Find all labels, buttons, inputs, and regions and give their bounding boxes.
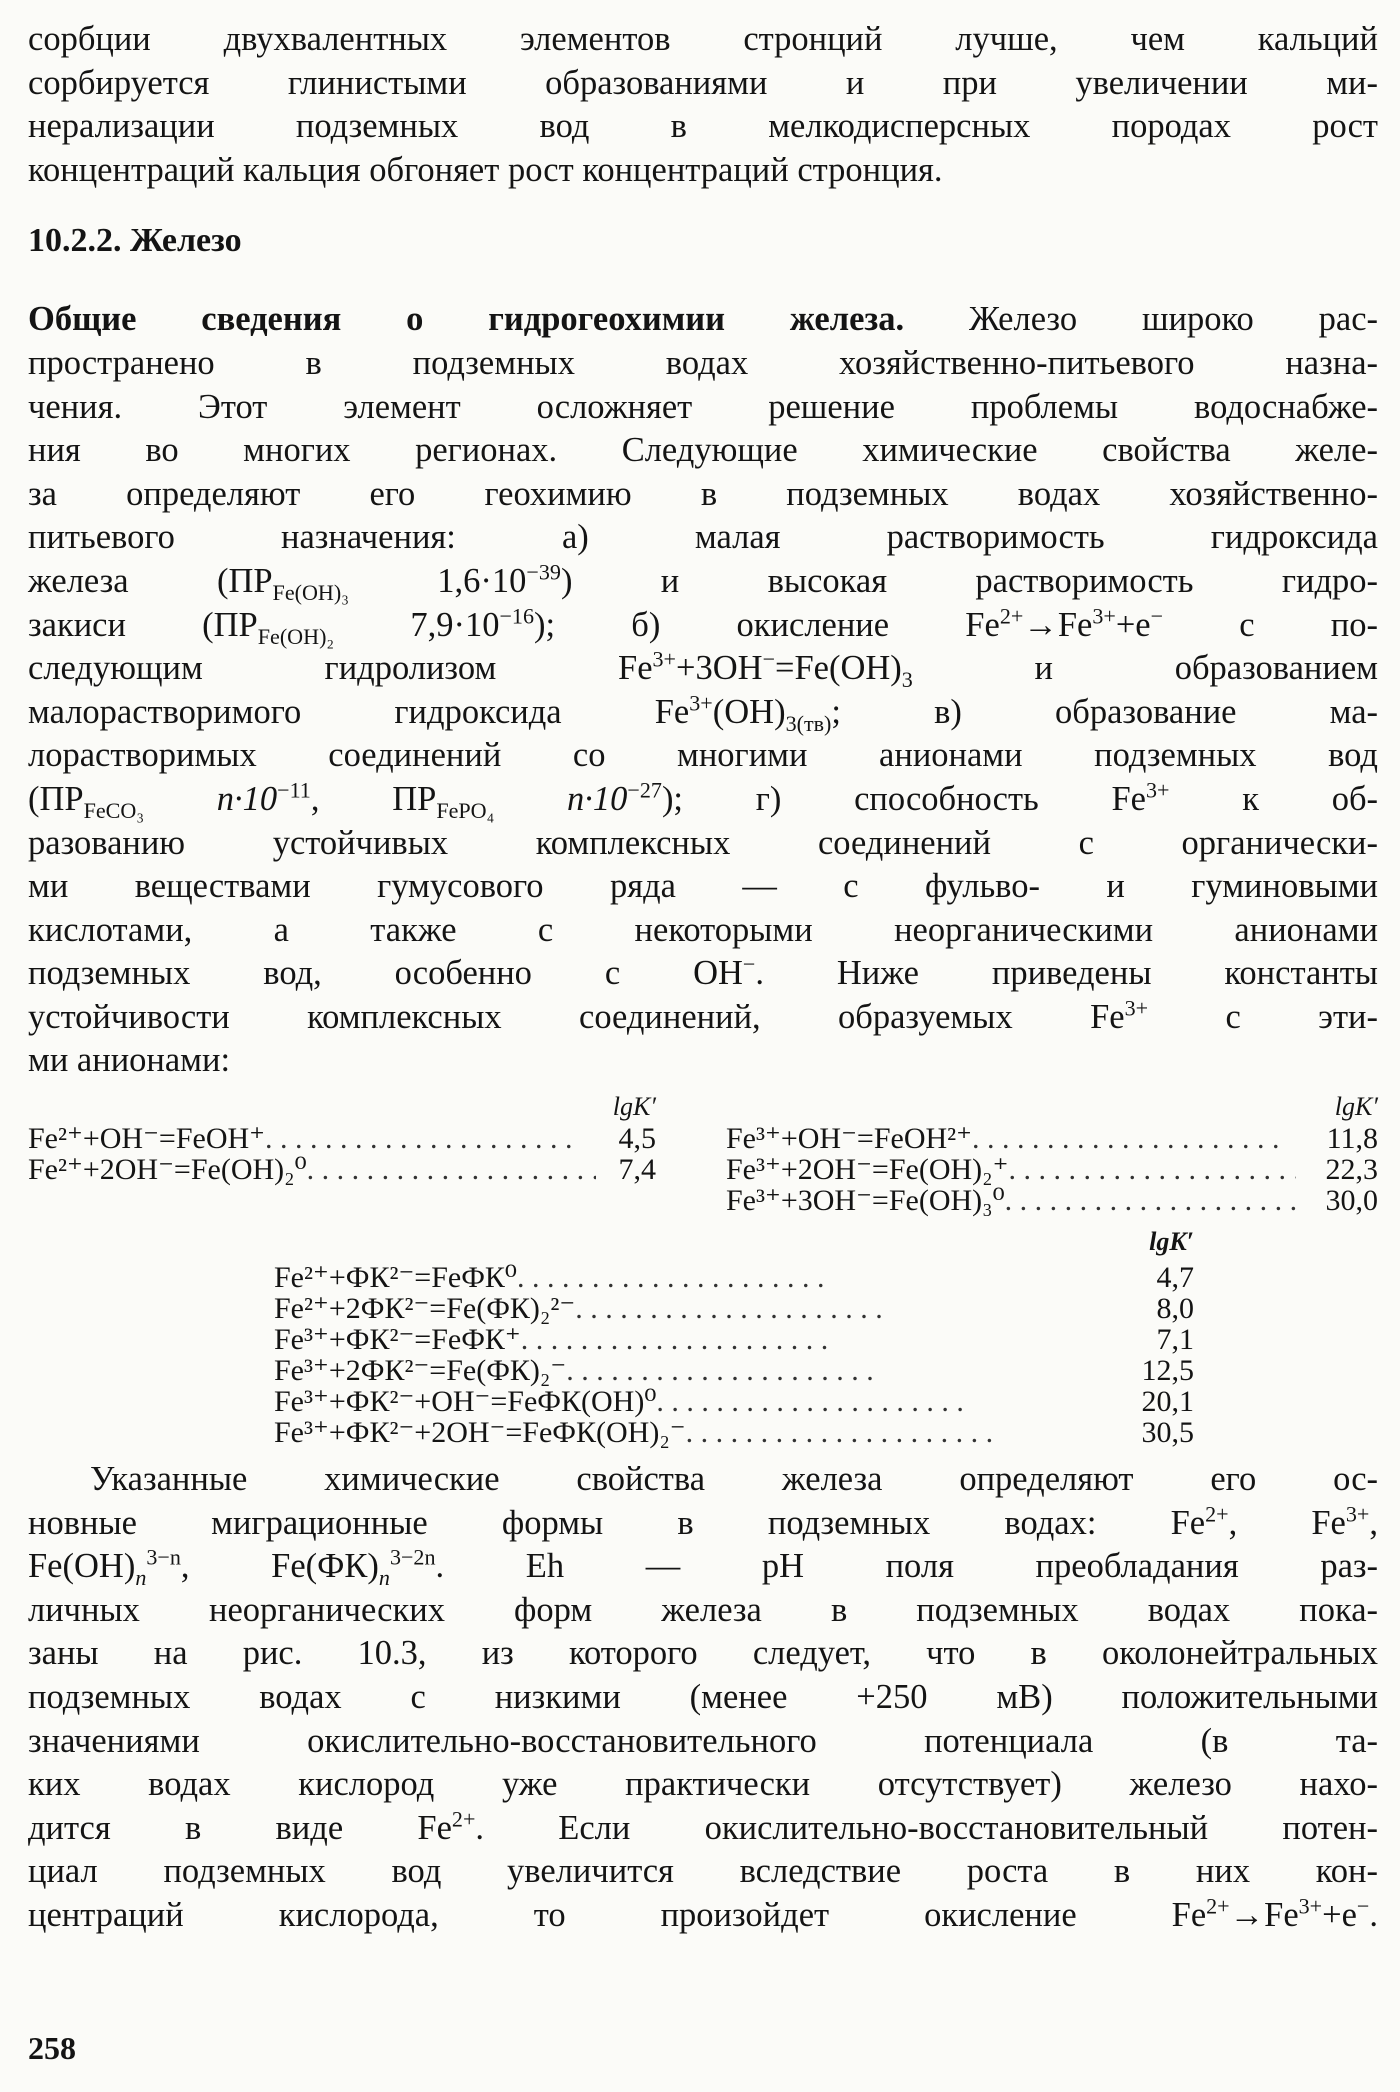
superscript: −11 [277, 777, 311, 803]
constant-value: 20,1 [1141, 1385, 1194, 1419]
subscript: n [135, 1565, 147, 1591]
subscript: 3 [901, 667, 913, 693]
stability-constants-table-oh [28, 1091, 1378, 1216]
leader-dots [517, 1262, 1116, 1293]
text-line: концентраций кальция обгоняет рост концентраций стронция. [28, 150, 943, 189]
reaction-label: Fe³⁺+2OH⁻=Fe(OH)₂⁺ [726, 1153, 1009, 1187]
text-span: , Fe [1228, 1503, 1346, 1542]
table-row [28, 1154, 656, 1185]
subscript: n [378, 1565, 390, 1591]
reaction-label: Fe³⁺+OH⁻=FeOH²⁺ [726, 1122, 972, 1156]
table-row [726, 1185, 1378, 1216]
constant-value: 30,0 [1325, 1184, 1378, 1218]
leader-dots [1005, 1185, 1296, 1216]
table-row [274, 1355, 1194, 1386]
text-line: значениями окислительно-восстановительного потенциала (в та- [28, 1721, 1378, 1760]
leader-dots [972, 1123, 1296, 1154]
text-line: кислотами, а также с некоторыми неорганическими анионами [28, 910, 1378, 949]
constant-value: 4,7 [1156, 1261, 1194, 1295]
constant-value: 30,5 [1141, 1416, 1194, 1450]
subscript: Fe(OH)₃ [272, 579, 349, 605]
text-line [28, 1545, 1378, 1589]
constant-value: 12,5 [1141, 1354, 1194, 1388]
lead-in-bold: Общие сведения о гидрогеохимии железа. [28, 300, 905, 339]
superscript: 3+ [1146, 777, 1170, 803]
text-span: железа (ПР [28, 561, 273, 600]
constant-value: 22,3 [1325, 1153, 1378, 1187]
text-span: →Fe [1023, 605, 1093, 644]
constant-value: 7,4 [618, 1153, 656, 1187]
text-line: циал подземных вод увеличится вследствие роста в них кон- [28, 1852, 1378, 1891]
text-span: и образованием [912, 649, 1378, 688]
reaction-label: Fe³⁺+2ФК²⁻=Fe(ФК)₂⁻ [274, 1354, 567, 1388]
paragraph-migration-forms [28, 1458, 1378, 1938]
superscript: −16 [499, 603, 534, 629]
text-span: новные миграционные формы в подземных водах: Fe [28, 1503, 1206, 1542]
reaction-label: Fe³⁺+ФК²⁻+OH⁻=FeФК(OH)⁰ [274, 1385, 657, 1419]
text-line: ми анионами: [28, 1041, 231, 1080]
subscript: 3(тв) [785, 710, 832, 736]
leader-dots [307, 1154, 596, 1185]
leader-dots [656, 1386, 1116, 1417]
text-line: чения. Этот элемент осложняет решение проблемы водоснабже- [28, 387, 1378, 426]
table-row [274, 1417, 1194, 1448]
text-span: ); б) окисление Fe [533, 605, 1000, 644]
text-span: малорастворимого гидроксида Fe [28, 692, 690, 731]
text-span: к об- [1169, 779, 1378, 818]
text-line: ми веществами гумусового ряда — с фульво- и гуминовыми [28, 867, 1378, 906]
reaction-label: Fe²⁺+OH⁻=FeOH⁺ [28, 1122, 265, 1156]
table-header-row [726, 1091, 1378, 1123]
text-line: сорбции двухвалентных элементов стронций лучше, чем кальций [28, 20, 1378, 58]
table-row [274, 1324, 1194, 1355]
text-line [28, 560, 1378, 604]
table-row [726, 1123, 1378, 1154]
text-line [28, 647, 1378, 691]
superscript: − [1150, 603, 1164, 629]
text-span: центраций кислорода, то произойдет окисление Fe [28, 1896, 1207, 1934]
text-line: разованию устойчивых комплексных соединений с органически- [28, 823, 1378, 862]
constant-value: 11,8 [1326, 1122, 1378, 1156]
table-row [28, 1123, 656, 1154]
text-line [28, 952, 1378, 996]
text-span: +e [1322, 1896, 1357, 1934]
reaction-label: Fe²⁺+2ФК²⁻=Fe(ФК)₂²⁻ [274, 1292, 576, 1326]
text-line: пространено в подземных водах хозяйственно-питьевого назна- [28, 343, 1378, 382]
intro-paragraph [28, 18, 1378, 192]
text-span: (OH) [712, 692, 786, 731]
leader-dots [265, 1123, 596, 1154]
text-line: ния во многих регионах. Следующие химические свойства желе- [28, 431, 1378, 470]
text-span: Fe(OH) [28, 1547, 136, 1586]
text-span: . [1369, 1896, 1378, 1934]
text-span: 1,6·10 [348, 561, 527, 600]
text-span: +e [1115, 605, 1151, 644]
text-span: →Fe [1229, 1896, 1299, 1934]
text-line [28, 604, 1378, 648]
text-line: сорбируется глинистыми образованиями и при увеличении ми- [28, 63, 1378, 102]
table-header-row [28, 1091, 656, 1123]
superscript: 2+ [999, 603, 1024, 629]
text-line: заны на рис. 10.3, из которого следует, что в околонейтральных [28, 1634, 1378, 1673]
text-span: =Fe(OH) [775, 649, 902, 688]
reaction-label: Fe²⁺+2OH⁻=Fe(OH)₂⁰ [28, 1153, 307, 1187]
text-line [28, 1502, 1378, 1546]
text-line [28, 996, 1378, 1040]
superscript: −39 [526, 559, 561, 585]
text-span: (ПР [28, 779, 84, 818]
section-heading: 10.2.2. Железо [28, 222, 242, 260]
text-line: нерализации подземных вод в мелкодисперсных породах рост [28, 107, 1378, 146]
text-line: ких водах кислород уже практически отсутствует) железо нахо- [28, 1765, 1378, 1804]
constant-value: 8,0 [1156, 1292, 1194, 1326]
table-row [274, 1386, 1194, 1417]
table-column-fe2 [28, 1091, 656, 1216]
leader-dots [575, 1293, 1116, 1324]
text-span: . Ниже приведены константы [755, 954, 1378, 993]
paragraph-general-info [28, 298, 1378, 1083]
superscript: 2+ [451, 1806, 476, 1832]
text-span: закиси (ПР [28, 605, 258, 644]
reaction-label: Fe²⁺+ФК²⁻=FeФК⁰ [274, 1261, 517, 1295]
subscript: FeCO₃ [83, 797, 145, 823]
superscript: −27 [627, 777, 662, 803]
text-span: подземных вод, особенно с OH [28, 954, 743, 993]
superscript: − [1356, 1893, 1370, 1919]
text-span: . Eh — pH поля преобладания раз- [435, 1547, 1379, 1586]
text-span: +3OH [676, 649, 763, 688]
stability-constants-table-fk [274, 1226, 1194, 1448]
reaction-label: Fe³⁺+ФК²⁻=FeФК⁺ [274, 1323, 521, 1357]
leader-dots [521, 1324, 1116, 1355]
text-span: , [1369, 1503, 1378, 1542]
superscript: − [742, 951, 756, 977]
superscript: 3−2n [389, 1544, 436, 1570]
superscript: 3+ [1298, 1893, 1323, 1919]
text-span: n·10 [144, 779, 278, 818]
table-row [726, 1154, 1378, 1185]
text-span: 7,9·10 [334, 605, 500, 644]
text-line: Указанные химические свойства железа определяют его ос- [90, 1460, 1378, 1499]
leader-dots [686, 1417, 1116, 1448]
page-number: 258 [28, 2030, 76, 2066]
text-line: за определяют его геохимию в подземных водах хозяйственно- [28, 474, 1378, 513]
text-span: , ПР [310, 779, 437, 818]
table-header-row [274, 1226, 1194, 1262]
superscript: 2+ [1206, 1893, 1230, 1919]
text-span: Железо широко рас- [904, 300, 1378, 339]
superscript: 3+ [1345, 1501, 1370, 1527]
text-line [28, 691, 1378, 735]
subscript: Fe(OH)₂ [257, 623, 335, 649]
text-span: устойчивости комплексных соединений, образуемых Fe [28, 997, 1125, 1036]
text-span: n·10 [494, 779, 628, 818]
text-line: личных неорганических форм железа в подземных водах пока- [28, 1590, 1378, 1629]
text-span: . Если окислительно-восстановительный потен- [475, 1808, 1379, 1847]
leader-dots [1008, 1154, 1296, 1185]
text-line: питьевого назначения: а) малая растворимость гидроксида [28, 518, 1378, 557]
table-row [274, 1293, 1194, 1324]
text-span: , Fe(ФК) [180, 1547, 379, 1586]
text-span: с по- [1163, 605, 1378, 644]
leader-dots [566, 1355, 1116, 1386]
text-line [28, 1807, 1378, 1851]
text-span: следующим гидролизом Fe [28, 649, 653, 688]
table-column-fe3 [726, 1091, 1378, 1216]
constant-value: 4,5 [618, 1122, 656, 1156]
text-span: ; в) образование ма- [831, 692, 1378, 731]
text-span: дится в виде Fe [28, 1808, 452, 1847]
column-header-lgk: lgK′ [612, 1092, 656, 1122]
superscript: 3+ [652, 646, 677, 672]
superscript: 3−n [146, 1544, 181, 1570]
text-line [28, 1894, 1378, 1938]
reaction-label: Fe³⁺+ФК²⁻+2OH⁻=FeФК(OH)₂⁻ [274, 1416, 686, 1450]
text-line: подземных водах с низкими (менее +250 мВ) положительными [28, 1678, 1378, 1717]
subscript: FePO₄ [436, 797, 495, 823]
superscript: 3+ [1092, 603, 1116, 629]
text-line [28, 778, 1378, 822]
constant-value: 7,1 [1156, 1323, 1194, 1357]
text-span: ); г) способность Fe [661, 779, 1146, 818]
text-span: с эти- [1148, 997, 1378, 1036]
superscript: − [762, 646, 776, 672]
text-line: лорастворимых соединений со многими анионами подземных вод [28, 736, 1378, 775]
column-header-lgk: lgK′ [1149, 1227, 1194, 1257]
superscript: 2+ [1205, 1501, 1229, 1527]
text-line [28, 298, 1378, 342]
reaction-label: Fe³⁺+3OH⁻=Fe(OH)₃⁰ [726, 1184, 1005, 1218]
table-row [274, 1262, 1194, 1293]
superscript: 3+ [1124, 995, 1149, 1021]
text-span: ) и высокая растворимость гидро- [560, 561, 1378, 600]
column-header-lgk: lgK′ [1334, 1092, 1378, 1122]
superscript: 3+ [689, 690, 713, 716]
